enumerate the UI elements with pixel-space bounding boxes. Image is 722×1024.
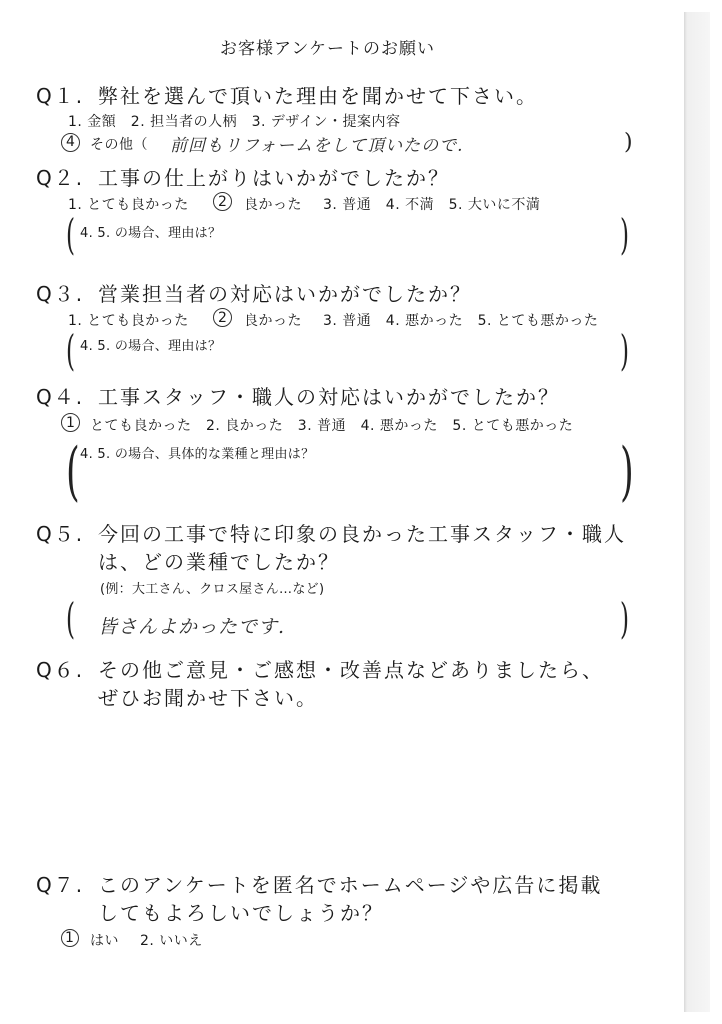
q5-example: (例：大工さん、クロス屋さん…など) [100,582,325,597]
q5-open-paren: ( [66,594,76,643]
q3-options-rest: 3. 普通 4. 悪かった 5. とても悪かった [323,313,599,329]
q4-close-paren: ) [620,435,634,509]
page-title: お客様アンケートのお願い [220,39,435,59]
q2-option-1: 1. とても良かった [68,197,189,213]
q7-text-line2: してもよろしいでしょうか？ [98,901,384,925]
q2-close-paren: ) [620,210,630,259]
q3-open-paren: ( [66,326,76,375]
q2-number: Q２. [36,166,85,190]
q2-note: 4. 5. の場合、理由は？ [80,226,222,241]
q3-question [36,278,472,307]
q5-text-line1: 今回の工事で特に印象の良かった工事スタッフ・職人 [98,522,626,546]
q7-number: Q７. [36,873,85,897]
q7-option-no: 2. いいえ [140,933,203,949]
q6-question [36,654,604,683]
q1-question [36,80,538,109]
q6-text-line1: その他ご意見・ご感想・改善点などありましたら、 [98,658,604,682]
q5-question [36,518,626,547]
q3-number: Q３. [36,282,85,306]
q5-answer: 皆さんよかったです. [98,616,286,638]
q1-text: 弊社を選んで頂いた理由を聞かせて下さい。 [98,84,538,108]
q1-options: 1. 金額 2. 担当者の人柄 3. デザイン・提案内容 [68,114,401,130]
q5-close-paren: ) [620,594,630,643]
q1-other-label: その他（ [90,137,148,153]
q1-other-answer: 前回もリフォームをして頂いたので. [170,136,464,156]
q2-text: 工事の仕上がりはいかがでしたか？ [98,166,450,190]
q4-circled-number: 1 [66,415,76,431]
q4-note: 4. 5. の場合、具体的な業種と理由は？ [80,447,315,462]
q2-circled-number: 2 [218,194,228,210]
paper-edge-shadow [684,12,710,1012]
q3-option-1: 1. とても良かった [68,313,189,329]
q2-option-2: 良かった [244,197,302,213]
q3-close-paren: ) [620,326,630,375]
q4-number: Q４. [36,385,85,409]
q1-circled-number: 4 [66,134,76,150]
q1-number: Q１. [36,84,85,108]
q4-open-paren: ( [66,435,80,509]
q1-close-paren: ) [624,130,633,155]
q7-question [36,869,602,898]
q7-option-yes: はい [90,933,119,949]
q3-text: 営業担当者の対応はいかがでしたか？ [98,282,472,306]
q5-number: Q５. [36,522,85,546]
q2-options-rest: 3. 普通 4. 不満 5. 大いに不満 [323,197,541,213]
q4-question [36,381,560,410]
q6-number: Q６. [36,658,85,682]
q3-option-2: 良かった [244,313,302,329]
q4-options: とても良かった 2. 良かった 3. 普通 4. 悪かった 5. とても悪かった [90,418,574,434]
q4-text: 工事スタッフ・職人の対応はいかがでしたか？ [98,385,560,409]
q2-open-paren: ( [66,210,76,259]
q2-question [36,162,450,191]
q3-note: 4. 5. の場合、理由は？ [80,339,222,354]
q7-text-line1: このアンケートを匿名でホームページや広告に掲載 [98,873,603,897]
q5-text-line2: は、どの業種でしたか？ [98,550,340,574]
q3-circled-number: 2 [218,310,228,326]
q6-text-line2: ぜひお聞かせ下さい。 [98,686,318,710]
q7-circled-number: 1 [65,930,75,946]
